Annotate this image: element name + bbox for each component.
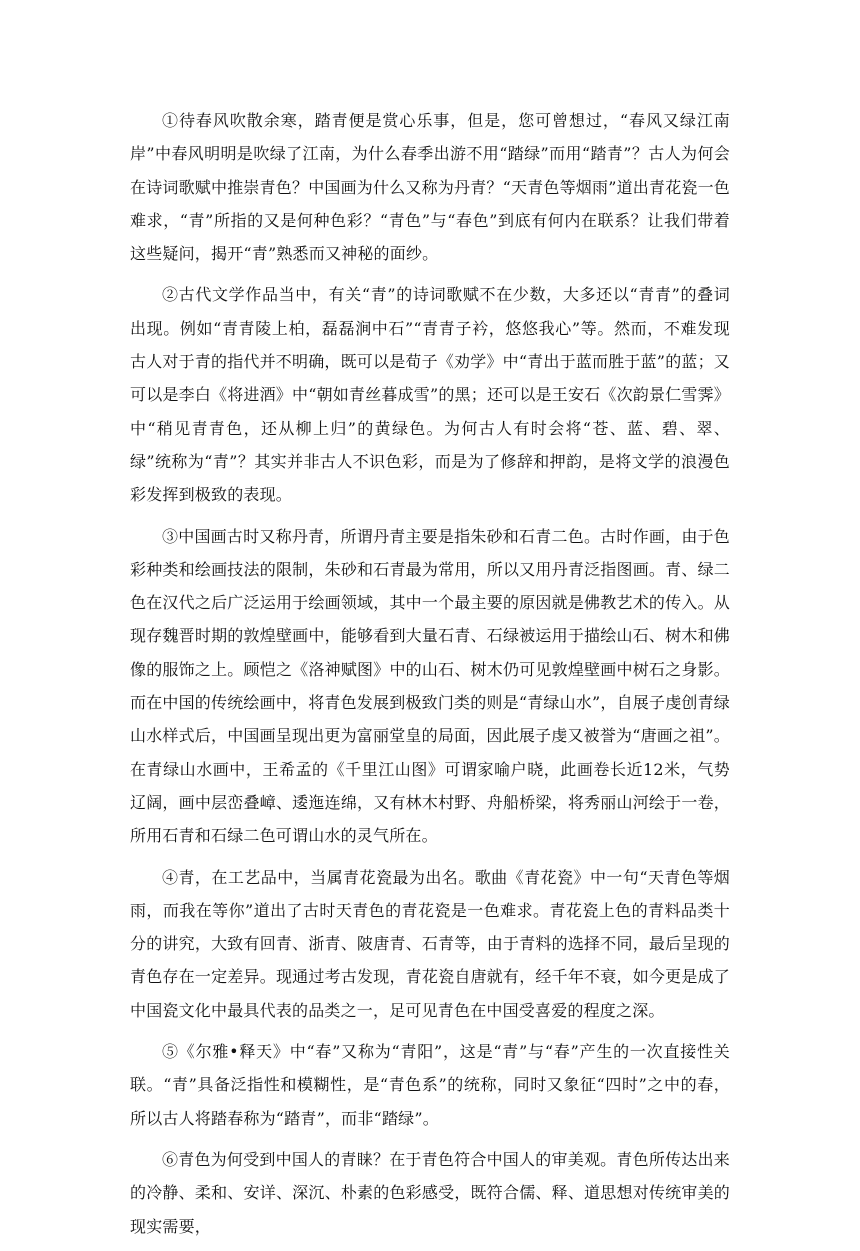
paragraph-3: ③中国画古时又称丹青，所谓丹青主要是指朱砂和石青二色。古时作画，由于色彩种类和绘画技法的限制，朱砂和石青最为常用，所以又用丹青泛指图画。青、绿二色在汉代之后广泛运用于绘画领域，其中一个最主要的原因就是佛教艺术的传入。从现存魏晋时期的敦煌壁画中，能够看到大量石青、石绿被运用于描绘山石、树木和佛像的服饰之上。顾恺之《洛神赋图》中的山石、树木仍可见敦煌壁画中树石之身影。而在中国的传统绘画中，将青色发展到极致门类的则是“青绿山水”，自展子虔创青绿山水样式后，中国画呈现出更为富丽堂皇的局面，因此展子虔又被誉为“唐画之祖”。在青绿山水画中，王希孟的《千里江山图》可谓家喻户晓，此画卷长近12米，气势辽阔，画中层峦叠嶂、逶迤连绵，又有林木村野、舟船桥梁，将秀丽山河绘于一卷，所用石青和石绿二色可谓山水的灵气所在。 xyxy=(130,526,730,846)
paragraph-1: ①待春风吹散余寒，踏青便是赏心乐事，但是，您可曾想过，“春风又绿江南岸”中春风明明是吹绿了江南，为什么春季出游不用“踏绿”而用“踏青”？古人为何会在诗词歌赋中推崇青色？中国画为什么又称为丹青？“天青色等烟雨”道出青花瓷一色难求，“青”所指的又是何种色彩？“青色”与“春色”到底有何内在联系？让我们带着这些疑问，揭开“青”熟悉而又神秘的面纱。 xyxy=(130,111,730,264)
paragraph-2: ②古代文学作品当中，有关“青”的诗词歌赋不在少数，大多还以“青青”的叠词出现。例如“青青陵上柏，磊磊涧中石”“青青子衿，悠悠我心”等。然而，不难发现古人对于青的指代并不明确，既可以是荀子《劝学》中“青出于蓝而胜于蓝”的蓝；又可以是李白《将进酒》中“朝如青丝暮成雪”的黑；还可以是王安石《次韵景仁雪霁》中“稍见青青色，还从柳上归”的黄绿色。为何古人有时会将“苍、蓝、碧、翠、绿”统称为“青”？其实并非古人不识色彩，而是为了修辞和押韵，是将文学的浪漫色彩发挥到极致的表现。 xyxy=(130,285,730,505)
paragraph-4: ④青，在工艺品中，当属青花瓷最为出名。歌曲《青花瓷》中一句“天青色等烟雨，而我在等你”道出了古时天青色的青花瓷是一色难求。青花瓷上色的青料品类十分的讲究，大致有回青、浙青、陂唐青、石青等，由于青料的选择不同，最后呈现的青色存在一定差异。现通过考古发现，青花瓷自唐就有，经千年不衰，如今更是成了中国瓷文化中最具代表的品类之一，足可见青色在中国受喜爱的程度之深。 xyxy=(130,867,730,1020)
paragraph-6: ⑥青色为何受到中国人的青睐？在于青色符合中国人的审美观。青色所传达出来的冷静、柔和、安详、深沉、朴素的色彩感受，既符合儒、释、道思想对传统审美的现实需要， xyxy=(130,1149,730,1236)
paragraph-5: ⑤《尔雅•释天》中“春”又称为“青阳”，这是“青”与“春”产生的一次直接性关联。“青”具备泛指性和模糊性，是“青色系”的统称，同时又象征“四时”之中的春，所以古人将踏春称为“踏青”，而非“踏绿”。 xyxy=(130,1042,730,1128)
article-body xyxy=(130,104,730,1251)
